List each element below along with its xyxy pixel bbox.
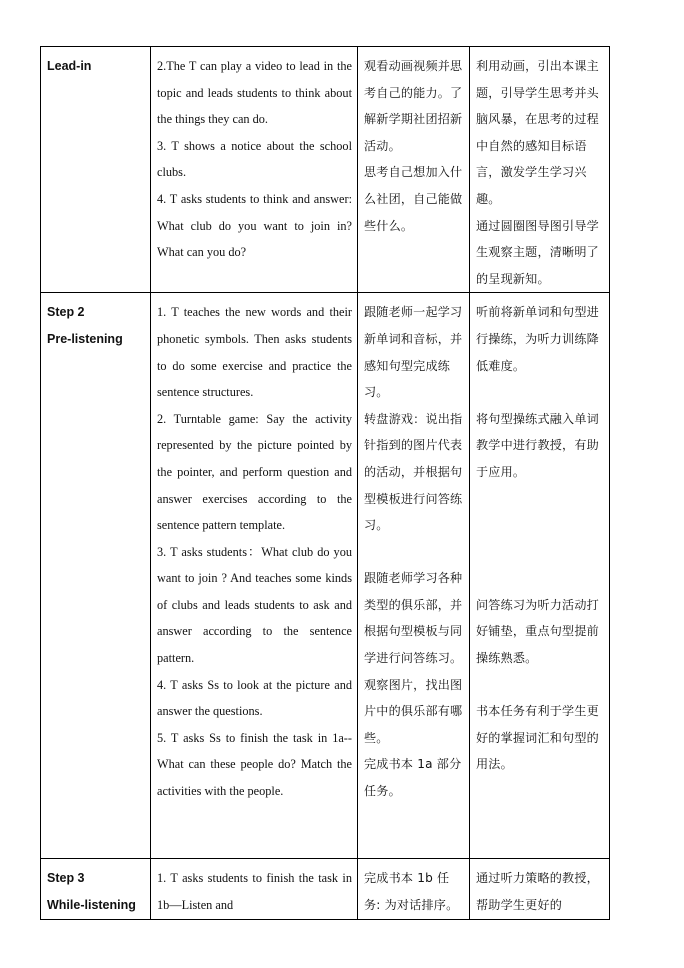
design-purpose: 听前将新单词和句型进行操练，为听力训练降低难度。 [476,305,599,373]
teacher-activity: 1. T teaches the new words and their phonetic symbols. Then asks students to do some exercise and practice the sentence structures. [157,305,352,400]
spacer [476,539,604,566]
stage-cell [41,47,151,293]
stage-label: Step 3 [47,871,85,886]
student-activity-cell [358,47,470,293]
spacer [476,486,604,513]
spacer [476,672,604,699]
student-activity: 完成书本 1a 部分任务。 [364,757,462,799]
stage-label: Pre-listening [47,331,123,346]
student-activity: 观察图片，找出图片中的俱乐部有哪些。 [364,677,463,745]
table-row [41,293,610,859]
table-row [41,47,610,293]
student-activity-cell [358,293,470,859]
teacher-activity-cell [151,293,358,859]
design-purpose: 通过听力策略的教授，帮助学生更好的 [476,871,599,912]
student-activity: 转盘游戏：说出指针指到的图片代表的活动，并根据句型模板进行问答练习。 [364,411,463,533]
teacher-activity: 4. T asks students to think and answer: What club do you want to join in? What can you do? [157,191,352,260]
lesson-plan-table [40,46,610,920]
design-purpose: 将句型操练式融入单词教学中进行教授，有助于应用。 [476,411,599,479]
teacher-activity: 4. T asks Ss to look at the picture and answer the questions. [157,677,352,719]
student-activity: 跟随老师学习各种类型的俱乐部，并根据句型模板与同学进行问答练习。 [364,571,463,666]
teacher-activity: 1. T asks students to finish the task in 1b—Listen and [157,871,352,912]
student-activity: 跟随老师一起学习新单词和音标，并感知句型完成练习。 [364,305,463,400]
teacher-activity: 5. T asks Ss to finish the task in 1a-- What can these people do? Match the activities with the people. [157,730,352,799]
purpose-cell [470,47,610,293]
student-activity-cell [358,859,470,919]
student-activity: 完成书本 1b 任务: 为对话排序。 [364,871,459,912]
teacher-activity-cell [151,859,358,919]
stage-label: While-listening [47,897,136,912]
purpose-cell [470,859,610,919]
teacher-activity: 2.The T can play a video to lead in the topic and leads students to think about the things they can do. [157,59,352,127]
spacer [364,539,464,566]
teacher-activity: 3. T shows a notice about the school clubs. [157,138,352,180]
spacer [476,565,604,592]
design-purpose: 利用动画，引出本课主题，引导学生思考并头脑风暴，在思考的过程中自然的感知目标语言，激发学生学习兴趣。 [476,59,599,206]
student-activity: 观看动画视频并思考自己的能力。了解新学期社团招新活动。 [364,59,463,153]
student-activity: 思考自己想加入什么社团，自己能做些什么。 [364,165,463,233]
stage-cell [41,859,151,919]
design-purpose: 通过圆圈图导图引导学生观察主题，清晰明了的呈现新知。 [476,218,599,286]
purpose-cell [470,293,610,859]
design-purpose: 书本任务有利于学生更好的掌握词汇和句型的用法。 [476,704,599,772]
teacher-activity: 3. T asks students：What club do you want to join ? And teaches some kinds of clubs and leads students to ask and answer according to the sentence pattern. [157,544,352,666]
stage-cell [41,293,151,859]
stage-label: Lead-in [47,59,92,73]
design-purpose: 问答练习为听力活动打好铺垫，重点句型提前操练熟悉。 [476,597,599,666]
teacher-activity-cell [151,47,358,293]
stage-label: Step 2 [47,305,85,320]
table-row [41,859,610,919]
spacer [476,379,604,406]
spacer [476,512,604,539]
teacher-activity: 2. Turntable game: Say the activity represented by the picture pointed by the pointer, and perform question and answer exercises according to the sentence pattern template. [157,411,352,533]
